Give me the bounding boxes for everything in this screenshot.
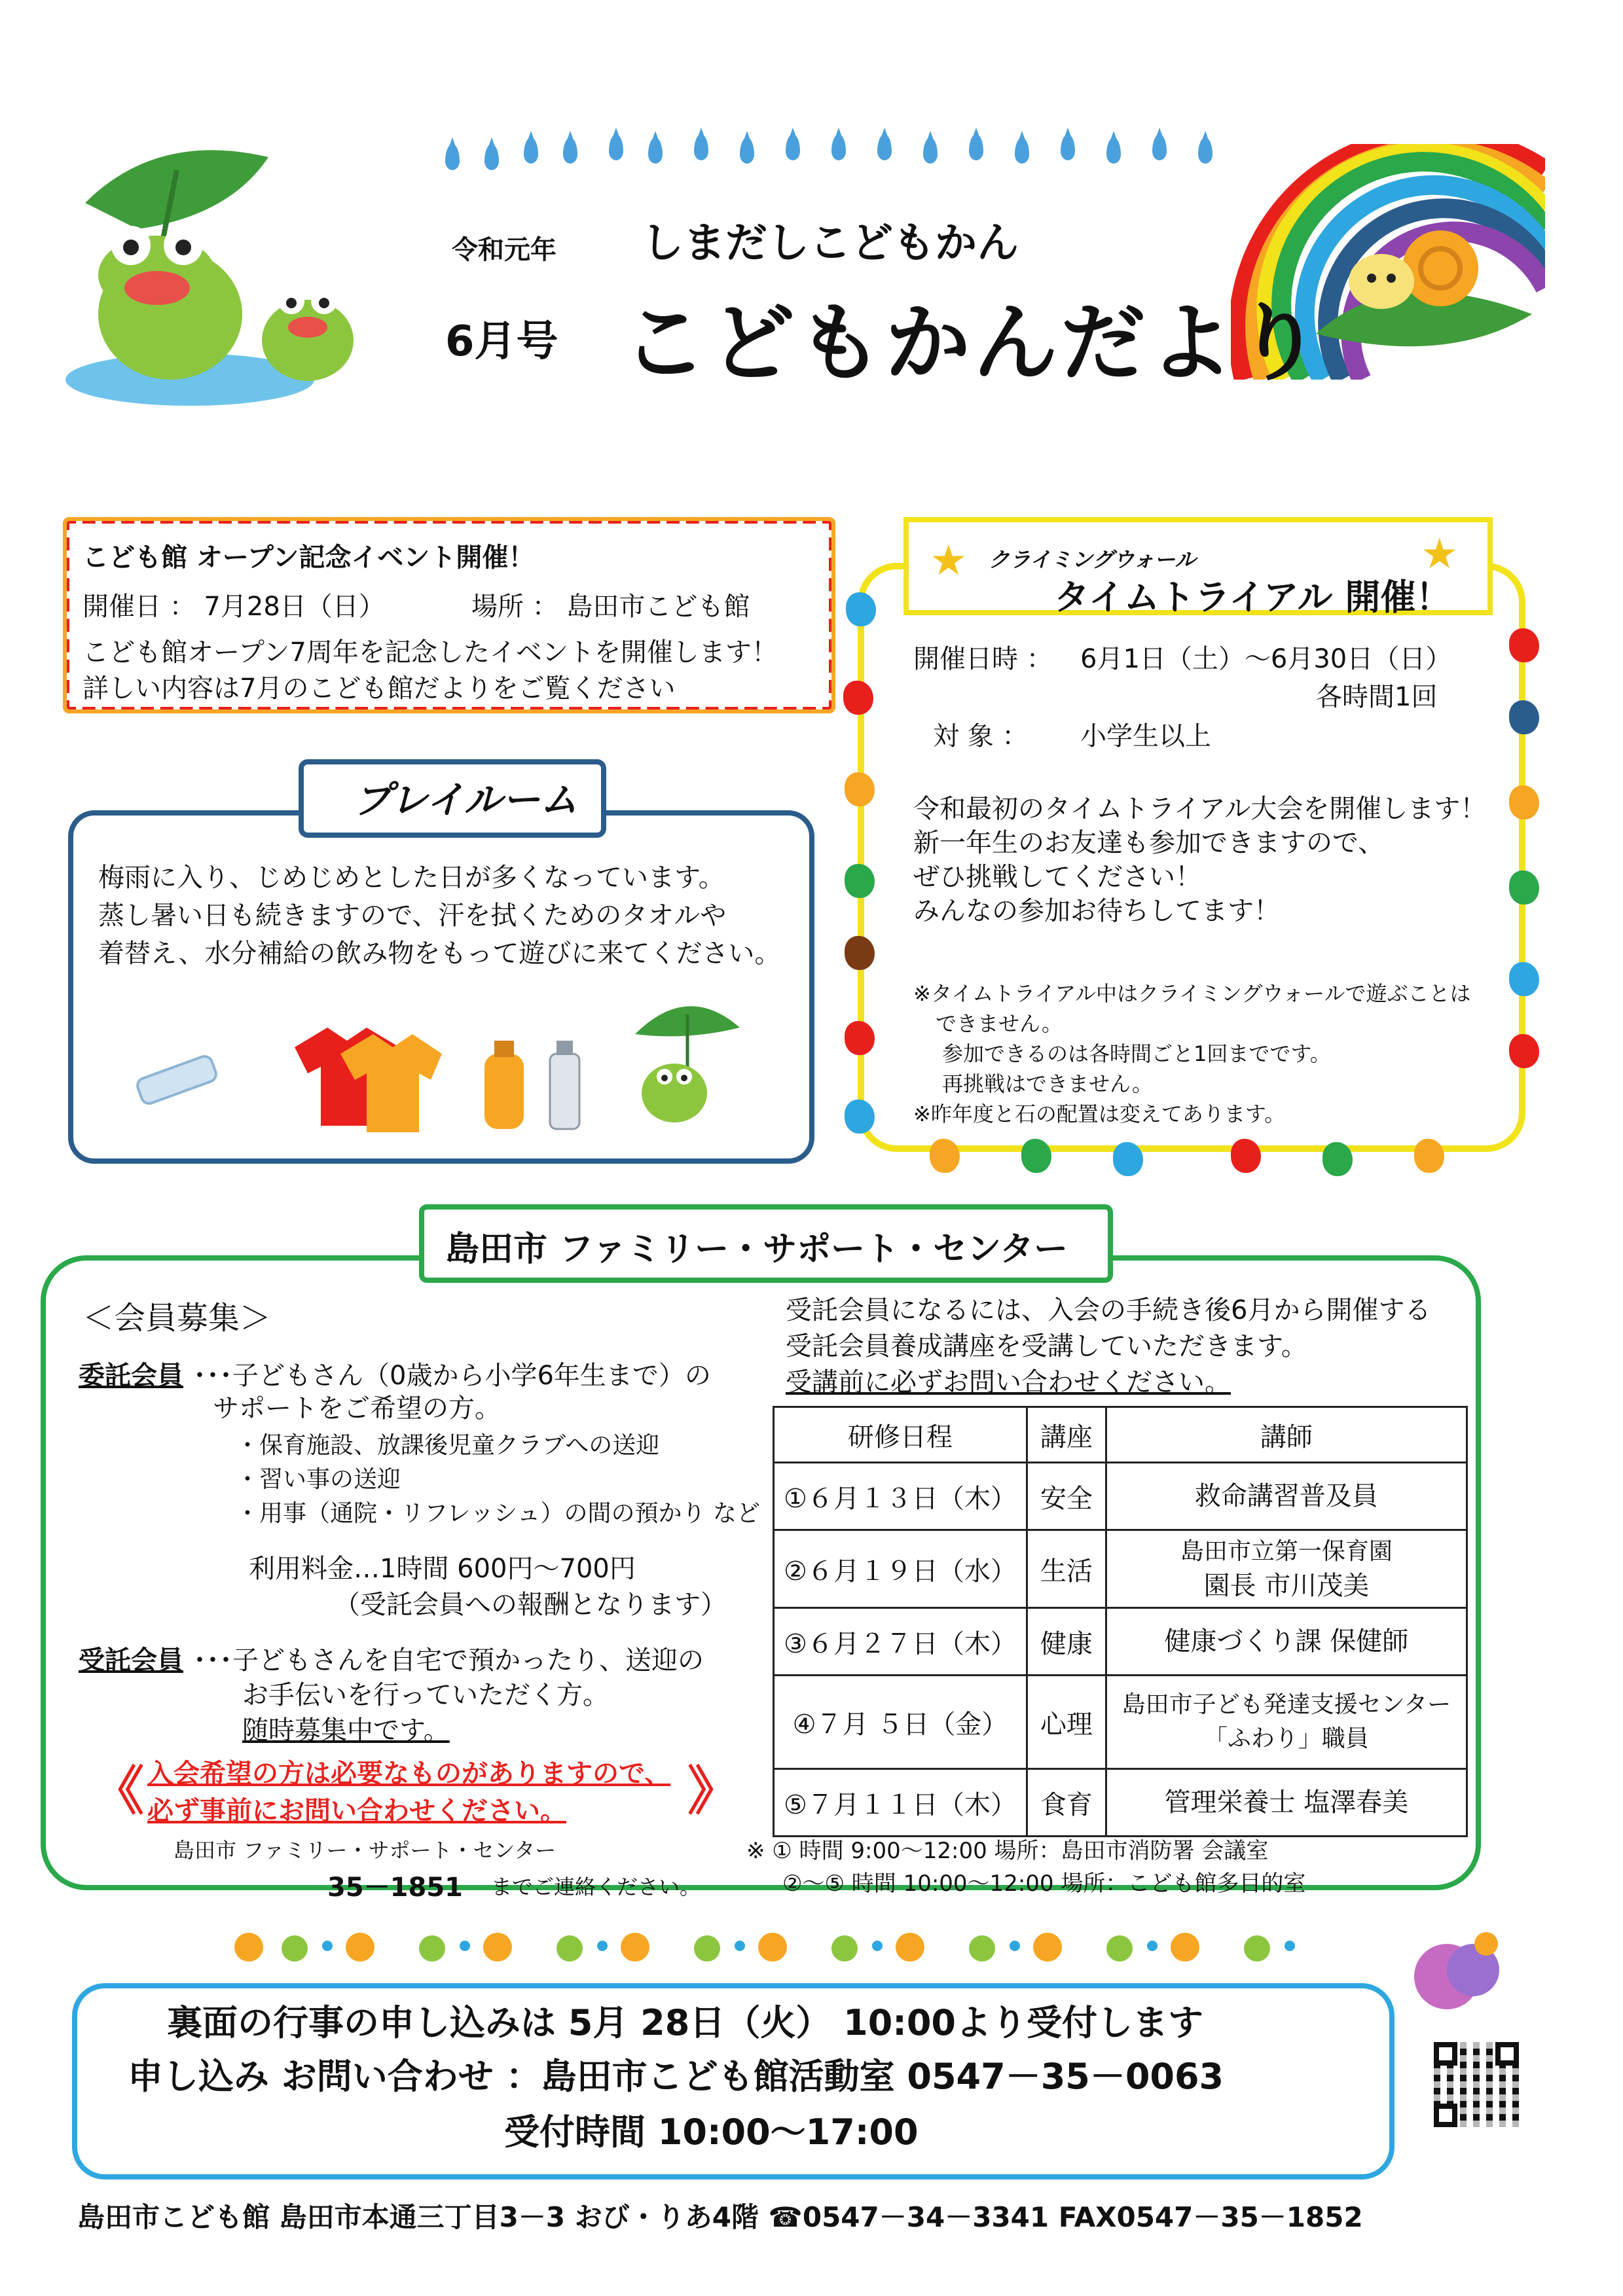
page-title: こどもかんだより [622,293,1324,393]
climbing-hold-3 [845,772,875,806]
usage-fee-note: （受託会員への報酬となります） [334,1590,727,1620]
climbing-hold-17 [1231,1139,1261,1173]
header-org-name: しまだしこどもかん [642,219,1019,268]
provide-member-line: お手伝いを行っていただく方。 [242,1680,609,1710]
table-header-row [774,1407,1467,1463]
notice-line-3: 受付時間 10:00～17:00 [504,2111,919,2153]
climbing-body-line: 新一年生のお友達も参加できますので、 [913,828,1385,858]
table-row [774,1676,1467,1769]
table-header: 講座 [1027,1407,1106,1463]
playroom-title: プレイルーム [354,778,578,822]
climbing-hold-10 [1509,785,1539,819]
warning-bracket-left: 《 [92,1761,144,1821]
climbing-hold-11 [1509,870,1539,905]
event-desc-2: 詳しい内容は7月のこども館だよりをご覧ください [82,673,676,704]
request-member-line: ・用事（通院・リフレッシュ）の間の預かり など [236,1500,760,1527]
climbing-hold-8 [1509,628,1539,662]
schedule-footnote-2: ②～⑤ 時間 10:00～12:00 場所：こども館多目的室 [782,1871,1306,1897]
contact-tel: 35－1851 [327,1873,463,1903]
request-member-line: サポートをご希望の方。 [213,1393,501,1424]
climbing-hold-6 [845,1021,875,1055]
table-cell-course: 生活 [1027,1530,1106,1608]
table-cell-date: ②６月１９日（水） [774,1530,1027,1608]
lecturer-line: 「ふわり」職員 [1203,1725,1369,1752]
table-header: 講師 [1106,1407,1467,1463]
table-cell-lecturer [1106,1530,1467,1608]
family-intro-1: 受託会員になるには、入会の手続き後6月から開催する [786,1295,1431,1325]
event-title: こども館 オープン記念イベント開催！ [82,543,535,573]
event-date: 開催日 ： 7月28日（日） [82,592,385,622]
table-header: 研修日程 [774,1407,1027,1463]
table-row [774,1769,1467,1837]
hydrangea-snail-illustration [1408,1924,1512,2016]
provide-member-line: ･･･子どもさんを自宅で預かったり、送迎の [193,1645,704,1676]
climbing-hold-18 [1322,1142,1353,1176]
warning-line-1: 入会希望の方は必要なものがありますので、 [147,1759,671,1789]
usage-fee: 利用料金…1時間 600円～700円 [249,1554,636,1584]
climbing-note: ※タイムトライアル中はクライミングウォールで遊ぶことは [913,981,1471,1006]
climbing-target-label: 対 象 ： [933,721,1029,751]
lecturer-line: 島田市立第一保育園 [1180,1538,1393,1565]
climbing-hold-4 [845,864,875,898]
header-illustration-frogs [59,118,399,412]
climbing-hold-1 [846,592,876,626]
star-icon: ★ [1421,530,1459,579]
climbing-date-note: 各時間1回 [1316,682,1438,712]
climbing-date-label: 開催日時 ： [913,644,1053,674]
lecturer-line: 救命講習普及員 [1194,1481,1378,1511]
event-desc-1: こども館オープン7周年を記念したイベントを開催します！ [82,637,778,668]
climbing-note: 再挑戦はできません。 [942,1071,1153,1096]
recruit-heading: ＜会員募集＞ [82,1300,272,1336]
climbing-hold-14 [930,1139,960,1173]
contact-suffix: までご連絡ください。 [491,1874,701,1899]
table-cell-date: ④７月 ５日（金） [774,1676,1027,1769]
notice-line-1: 裏面の行事の申し込みは 5月 28日（火） 10:00より受付します [167,2002,1204,2043]
frog-umbrella-icon [629,988,746,1126]
request-member-line: ･･･子どもさん（0歳から小学6年生まで）の [193,1361,711,1391]
decorative-snail-border [223,1921,1322,1967]
climbing-target-value: 小学生以上 [1080,721,1211,751]
climbing-note: できません。 [936,1011,1063,1036]
footer-address: 島田市こども館 島田市本通三丁目3－3 おび・りあ4階 ☎0547－34－3341 FAX0547－35－1852 [77,2201,1363,2233]
climbing-hold-2 [843,681,873,715]
lecturer-line: 園長 市川茂美 [1203,1571,1370,1601]
table-cell-lecturer [1106,1463,1467,1530]
climbing-notes [913,978,1470,1129]
climbing-body-line: みんなの参加お待ちしてます！ [913,896,1280,926]
lecturer-line: 健康づくり課 保健師 [1164,1626,1409,1657]
climbing-hold-9 [1509,700,1539,734]
climbing-title: タイムトライアル 開催！ [1054,577,1451,618]
climbing-note: ※昨年度と石の配置は変えてあります。 [913,1102,1286,1126]
schedule-footnote-1: ※ ① 時間 9:00～12:00 場所：島田市消防署 会議室 [746,1838,1269,1864]
table-cell-lecturer [1106,1769,1467,1837]
climbing-hold-16 [1113,1142,1143,1176]
playroom-line: 梅雨に入り、じめじめとした日が多くなっています。 [98,863,725,893]
lecturer-line: 管理栄養士 塩澤春美 [1164,1787,1409,1818]
playroom-text [98,859,780,973]
water-bottle-icon [471,1034,589,1132]
playroom-line: 着替え、水分補給の飲み物をもって遊びに来てください。 [98,939,781,969]
climbing-hold-19 [1414,1139,1444,1173]
table-cell-date: ③６月２７日（木） [774,1608,1027,1676]
contact-org: 島田市 ファミリー・サポート・センター [173,1838,556,1863]
shirt-icon [282,1021,445,1139]
provide-member-label: 受託会員 [79,1645,183,1676]
warning-line-2: 必ず事前にお問い合わせください。 [147,1796,566,1826]
header-issue: 6月号 [445,317,558,366]
table-cell-course: 食育 [1027,1769,1106,1837]
request-member-line: ・習い事の送迎 [236,1466,401,1493]
table-row [774,1530,1467,1608]
playroom-line: 蒸し暑い日も続きますので、汗を拭くためのタオルや [98,901,727,931]
lecturer-line: 島田市子ども発達支援センター [1122,1691,1451,1718]
climbing-hold-13 [1509,1034,1539,1068]
climbing-date-value: 6月1日（土）～6月30日（日） [1080,644,1452,674]
warning-bracket-right: 》 [687,1761,740,1821]
table-cell-lecturer [1106,1676,1467,1769]
climbing-subtitle: クライミングウォール [989,547,1196,572]
climbing-body-line: 令和最初のタイムトライアル大会を開催します！ [913,794,1487,824]
table-cell-date: ⑤７月１１日（木） [774,1769,1027,1837]
qr-code-icon [1434,2042,1519,2127]
climbing-hold-7 [845,1100,875,1134]
provide-member-note: 随時募集中です。 [242,1715,450,1746]
table-cell-course: 心理 [1027,1676,1106,1769]
notice-line-2: 申し込み お問い合わせ ：島田市こども館活動室 0547－35－0063 [128,2056,1224,2097]
table-cell-course: 健康 [1027,1608,1106,1676]
table-row [774,1608,1467,1676]
table-cell-course: 安全 [1027,1463,1106,1530]
climbing-hold-5 [845,936,875,970]
training-schedule-table [773,1406,1468,1837]
rain-drops [367,118,1349,183]
climbing-body [913,792,1486,928]
star-icon: ★ [930,537,968,585]
request-member-label: 委託会員 [79,1361,183,1391]
request-member-line: ・保育施設、放課後児童クラブへの送迎 [236,1432,660,1459]
towel-icon [131,1047,223,1106]
family-support-title: 島田市 ファミリー・サポート・センター [445,1230,1068,1269]
header-era: 令和元年 [452,235,556,265]
table-row [774,1463,1467,1530]
climbing-hold-12 [1509,962,1539,996]
climbing-hold-15 [1021,1139,1051,1173]
family-intro-2: 受託会員養成講座を受講していただきます。 [786,1331,1307,1361]
climbing-note: 参加できるのは各時間ごと1回までです。 [942,1041,1331,1066]
table-cell-lecturer [1106,1608,1467,1676]
family-intro-3: 受講前に必ずお問い合わせください。 [786,1367,1231,1397]
event-place: 場所 ： 島田市こども館 [471,592,750,622]
climbing-body-line: ぜひ挑戦してください！ [913,862,1201,892]
table-cell-date: ①６月１３日（木） [774,1463,1027,1530]
